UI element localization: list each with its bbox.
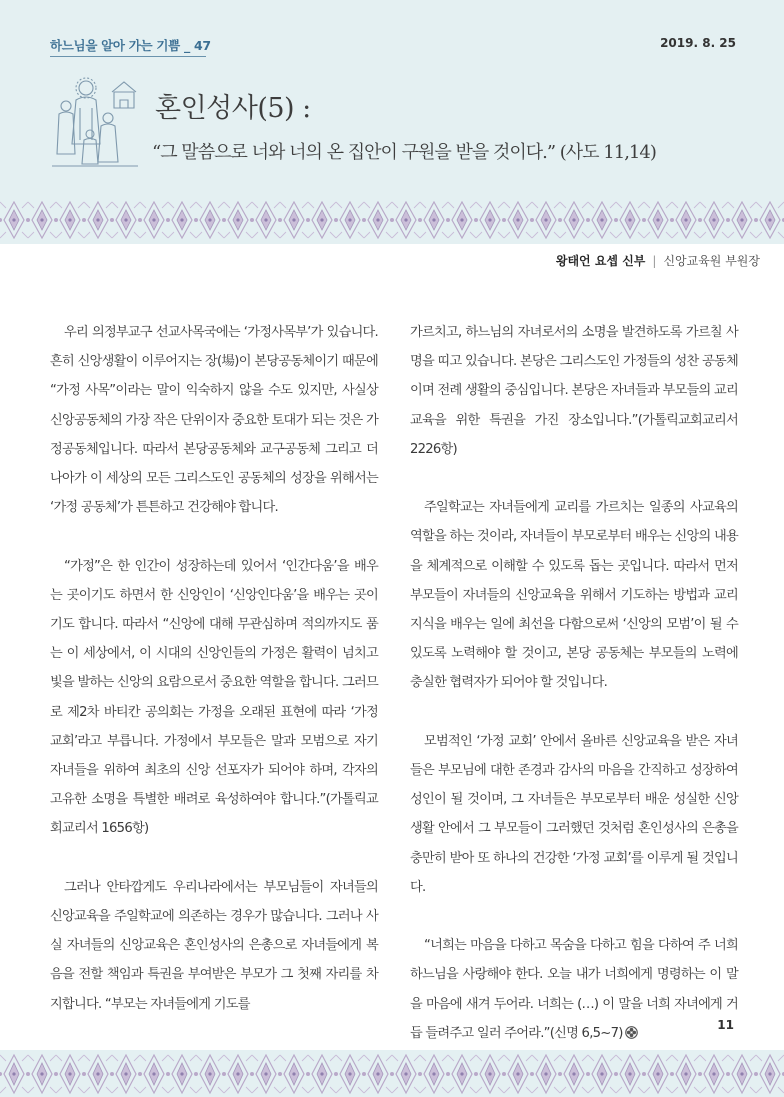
saints-illustration <box>50 74 140 170</box>
paragraph: 모범적인 ‘가정 교회’ 안에서 올바른 신앙교육을 받은 자녀들은 부모님에 대한 존경과 감사의 마음을 간직하고 성장하여 성인이 될 것이며, 그 자녀들은 부모로부터 배운 성실한 신앙생활 안에서 그 부모들이 그러했던 것처럼 혼인성사의 은총을 충만히 받아 또 하나의 건강한 ‘가정 교회’를 이루게 될 것입니다. <box>410 733 738 895</box>
end-mark-icon <box>625 1026 638 1039</box>
article-subtitle: “그 말씀으로 너와 너의 온 집안이 구원을 받을 것이다.” (사도 11,14) <box>152 142 656 163</box>
author-credit <box>556 252 760 269</box>
issue-date: 2019. 8. 25 <box>660 36 736 50</box>
closing-quote-text: “너희는 마음을 다하고 목숨을 다하고 힘을 다하여 주 너희 하느님을 사랑해야 한다. 오늘 내가 너희에게 명령하는 이 말을 마음에 새겨 두어라. 너희는 (…) 이 말을 너희 자녀에게 거듭 들려주고 일러 주어라.”(신명 6,5~7) <box>410 938 738 1041</box>
series-underline <box>50 56 206 57</box>
body-column-right <box>410 318 738 1077</box>
lace-pattern-bottom <box>0 1050 784 1097</box>
lace-pattern-top <box>0 198 784 242</box>
paragraph: 그러나 안타깝게도 우리나라에서는 부모님들이 자녀들의 신앙교육을 주일학교에 의존하는 경우가 많습니다. 그러나 사실 자녀들의 신앙교육은 혼인성사의 은총으로 자녀들에게 복음을 전할 책임과 특권을 부여받은 부모가 그 첫째 자리를 차지합니다. “부모는 자녀들에게 기도를 <box>50 879 378 1012</box>
page-number: 11 <box>717 1018 734 1032</box>
paragraph-continued: 가르치고, 하느님의 자녀로서의 소명을 발견하도록 가르칠 사명을 띠고 있습니다. 본당은 그리스도인 가정들의 성찬 공동체이며 전례 생활의 중심입니다. 본당은 자녀들과 부모들의 교리교육을 위한 특권을 가진 장소입니다.”(가톨릭교회교리서 2226항) <box>410 325 738 457</box>
body-column-left <box>50 318 378 1048</box>
paragraph: “가정”은 한 인간이 성장하는데 있어서 ‘인간다움’을 배우는 곳이기도 하면서 한 신앙인이 ‘신앙인다움’을 배우는 곳이기도 합니다. 따라서 “신앙에 대해 무관심하며 적의까지도 품는 이 세상에서, 이 시대의 신앙인들의 가정은 활력이 넘치고 빛을 발하는 신앙의 요람으로서 중요한 역할을 합니다. 그러므로 제2차 바티칸 공의회는 가정을 오래된 표현에 따라 ‘가정 교회’라고 부릅니다. 가정에서 부모들은 말과 모범으로 자기 자녀들을 위하여 최초의 신앙 선포자가 되어야 하며, 각자의 고유한 소명을 특별한 배려로 육성하여야 합니다.”(가톨릭교회교리서 1656항) <box>50 558 378 837</box>
author-name: 왕태언 요셉 신부 <box>555 254 646 268</box>
author-separator: | <box>652 254 657 268</box>
series-title: 하느님을 알아 가는 기쁨 _ 47 <box>50 38 211 53</box>
paragraph: 주일학교는 자녀들에게 교리를 가르치는 일종의 사교육의 역할을 하는 것이라, 자녀들이 부모로부터 배우는 신앙의 내용을 체계적으로 이해할 수 있도록 돕는 곳입니다. 따라서 먼저 부모들이 자녀들의 신앙교육을 위해서 기도하는 방법과 교리지식을 배우는 일에 최선을 다함으로써 ‘신앙의 모범’이 될 수 있도록 노력해야 할 것이고, 본당 공동체는 부모들의 노력에 충실한 협력자가 되어야 할 것입니다. <box>410 500 738 691</box>
paragraph: 우리 의정부교구 선교사목국에는 ‘가정사목부’가 있습니다. 흔히 신앙생활이 이루어지는 장(場)이 본당공동체이기 때문에 “가정 사목”이라는 말이 익숙하지 않을 수도 있지만, 사실상 신앙공동체의 가장 작은 단위이자 중요한 토대가 되는 것은 가정공동체입니다. 따라서 본당공동체와 교구공동체 그리고 더 나아가 이 세상의 모든 그리스도인 공동체의 성장을 위해서는 ‘가정 공동체’가 튼튼하고 건강해야 합니다. <box>50 325 378 516</box>
paragraph-last <box>410 931 738 1048</box>
author-role: 신앙교육원 부원장 <box>663 254 760 268</box>
article-title: 혼인성사(5) : <box>155 93 311 124</box>
